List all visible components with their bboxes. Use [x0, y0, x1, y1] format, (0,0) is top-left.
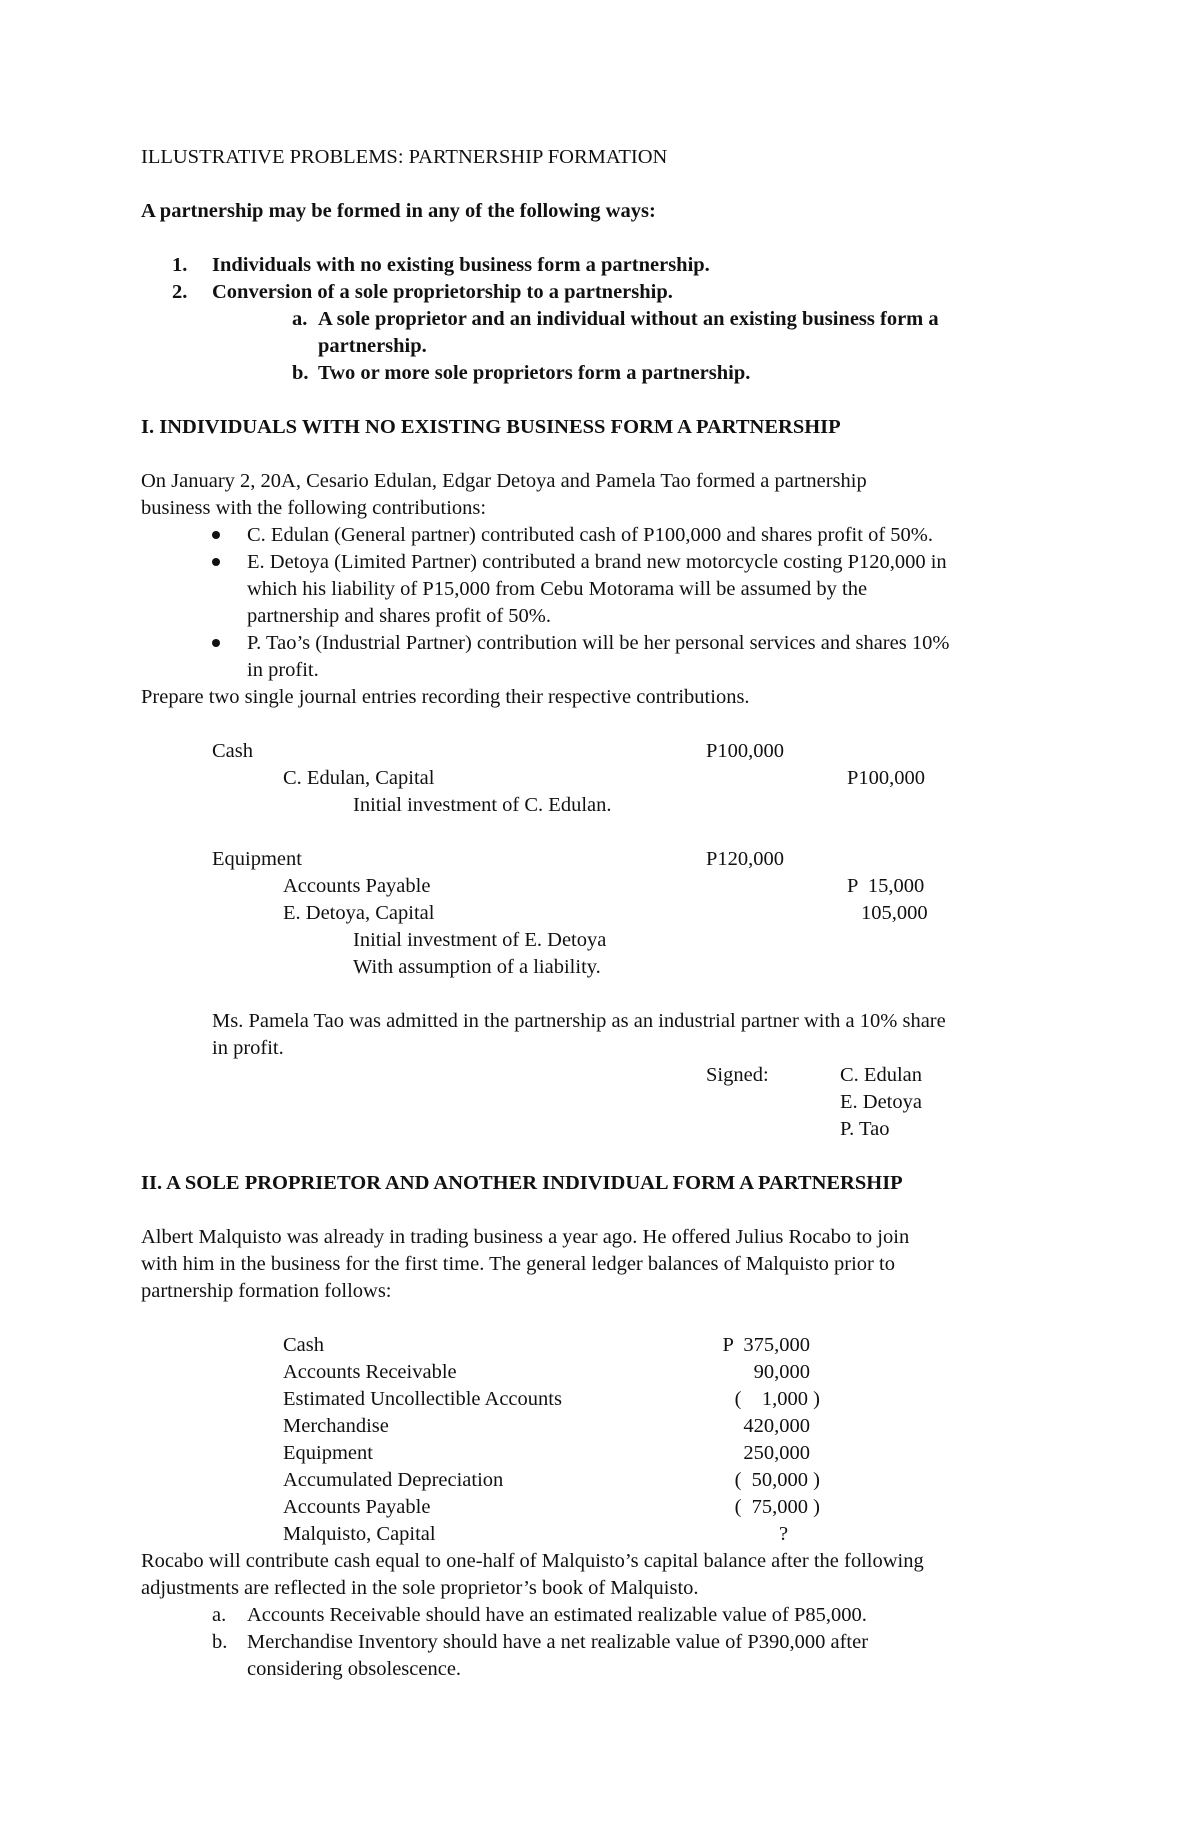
- adjustment-text: Accounts Receivable should have an estimated realizable value of P85,000.: [247, 1604, 867, 1626]
- ledger-amount: ?: [779, 1523, 789, 1545]
- sub-way-text: Two or more sole proprietors form a partnership.: [318, 362, 751, 384]
- way-text: Conversion of a sole proprietorship to a partnership.: [212, 281, 673, 303]
- sub-way-text: A sole proprietor and an individual without an existing business form a: [318, 308, 939, 330]
- section-heading: II. A SOLE PROPRIETOR AND ANOTHER INDIVIDUAL FORM A PARTNERSHIP: [141, 1172, 903, 1194]
- ledger-account: Malquisto, Capital: [283, 1523, 436, 1545]
- debit-account: Cash: [212, 740, 253, 762]
- ledger-amount: P 375,000: [722, 1334, 810, 1356]
- paragraph-line: adjustments are reflected in the sole proprietor’s book of Malquisto.: [141, 1577, 699, 1599]
- section-heading: I. INDIVIDUALS WITH NO EXISTING BUSINESS FORM A PARTNERSHIP: [141, 416, 841, 438]
- page-title: ILLUSTRATIVE PROBLEMS: PARTNERSHIP FORMATION: [141, 146, 668, 168]
- signatory-name: C. Edulan: [840, 1064, 922, 1086]
- way-text: Individuals with no existing business form a partnership.: [212, 254, 710, 276]
- bullet-text: which his liability of P15,000 from Cebu Motorama will be assumed by the: [247, 578, 868, 600]
- adjustment-letter: a.: [212, 1604, 227, 1626]
- credit-amount: P 15,000: [847, 875, 925, 897]
- credit-account: E. Detoya, Capital: [283, 902, 435, 924]
- credit-account: Accounts Payable: [283, 875, 431, 897]
- ledger-amount: 420,000: [743, 1415, 810, 1437]
- bullet-text: in profit.: [247, 659, 319, 681]
- credit-account: C. Edulan, Capital: [283, 767, 435, 789]
- ledger-amount: 250,000: [743, 1442, 810, 1464]
- signatory-name: P. Tao: [840, 1118, 890, 1140]
- ledger-amount: ( 50,000 ): [734, 1469, 820, 1491]
- paragraph-line: partnership formation follows:: [141, 1280, 392, 1302]
- way-number: 2.: [172, 281, 188, 303]
- credit-amount: 105,000: [861, 902, 928, 924]
- adjustment-letter: b.: [212, 1631, 228, 1653]
- ledger-account: Equipment: [283, 1442, 373, 1464]
- sub-way-text: partnership.: [318, 335, 427, 357]
- ledger-account: Accounts Receivable: [283, 1361, 457, 1383]
- bullet-text: partnership and shares profit of 50%.: [247, 605, 551, 627]
- ledger-amount: 90,000: [753, 1361, 810, 1383]
- debit-amount: P120,000: [706, 848, 785, 870]
- intro-text: A partnership may be formed in any of the following ways:: [141, 200, 656, 222]
- entry-explanation: Initial investment of E. Detoya: [353, 929, 607, 951]
- instruction-text: Prepare two single journal entries recording their respective contributions.: [141, 686, 750, 708]
- bullet-text: P. Tao’s (Industrial Partner) contribution will be her personal services and shares 10%: [247, 632, 950, 654]
- bullet-text: E. Detoya (Limited Partner) contributed a brand new motorcycle costing P120,000 in: [247, 551, 947, 573]
- credit-amount: P100,000: [847, 767, 926, 789]
- signed-label: Signed:: [706, 1064, 769, 1086]
- adjustment-text: Merchandise Inventory should have a net realizable value of P390,000 after: [247, 1631, 869, 1653]
- ledger-account: Accumulated Depreciation: [283, 1469, 504, 1491]
- paragraph-line: with him in the business for the first time. The general ledger balances of Malquisto prior to: [141, 1253, 895, 1275]
- paragraph-line: Albert Malquisto was already in trading business a year ago. He offered Julius Rocabo to join: [141, 1226, 910, 1248]
- entry-explanation: With assumption of a liability.: [353, 956, 601, 978]
- entry-explanation: Initial investment of C. Edulan.: [353, 794, 612, 816]
- sub-way-letter: a.: [292, 308, 308, 330]
- bullet-text: C. Edulan (General partner) contributed cash of P100,000 and shares profit of 50%.: [247, 524, 933, 546]
- ledger-account: Estimated Uncollectible Accounts: [283, 1388, 562, 1410]
- paragraph-line: business with the following contributions:: [141, 497, 487, 519]
- debit-account: Equipment: [212, 848, 302, 870]
- ledger-amount: ( 75,000 ): [734, 1496, 820, 1518]
- paragraph-line: Rocabo will contribute cash equal to one-half of Malquisto’s capital balance after the following: [141, 1550, 924, 1572]
- ledger-account: Merchandise: [283, 1415, 389, 1437]
- adjustment-text: considering obsolescence.: [247, 1658, 462, 1680]
- way-number: 1.: [172, 254, 188, 276]
- ledger-account: Accounts Payable: [283, 1496, 431, 1518]
- paragraph-line: On January 2, 20A, Cesario Edulan, Edgar Detoya and Pamela Tao formed a partnership: [141, 470, 867, 492]
- sub-way-letter: b.: [292, 362, 309, 384]
- memo-line: in profit.: [212, 1037, 284, 1059]
- bullet-icon: [212, 531, 220, 539]
- signatory-name: E. Detoya: [840, 1091, 922, 1113]
- ledger-account: Cash: [283, 1334, 324, 1356]
- bullet-icon: [212, 639, 220, 647]
- bullet-icon: [212, 558, 220, 566]
- memo-line: Ms. Pamela Tao was admitted in the partnership as an industrial partner with a 10% share: [212, 1010, 946, 1032]
- ledger-amount: ( 1,000 ): [734, 1388, 820, 1410]
- debit-amount: P100,000: [706, 740, 785, 762]
